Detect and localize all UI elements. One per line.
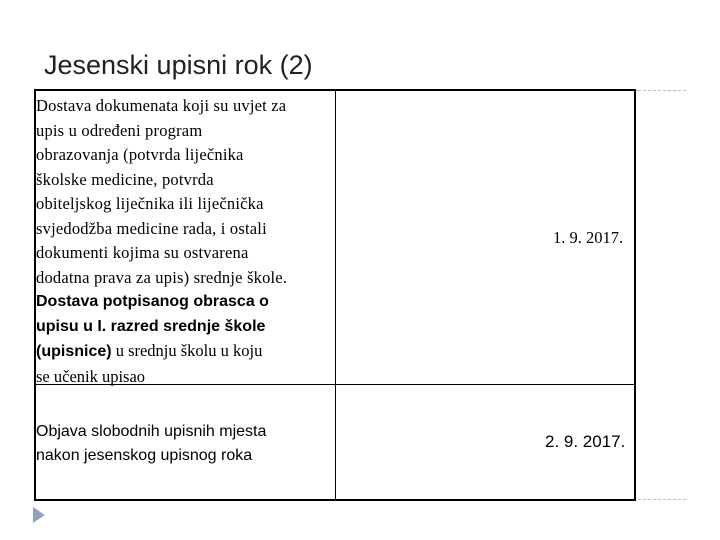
navigation-arrow-icon[interactable]	[32, 506, 46, 529]
row-1-line: upis u određeni program	[36, 120, 203, 140]
row-2-description	[36, 420, 336, 468]
row-1-bold-tail: (upisnice)	[36, 343, 112, 360]
row-2-line: nakon jesenskog upisnog roka	[36, 447, 253, 464]
footer-rule-dashed	[638, 499, 686, 500]
row-1-line: obrazovanja (potvrda liječnika	[36, 145, 244, 164]
row-2-line: Objava slobodnih upisnih mjesta	[36, 423, 267, 440]
row-1-line: Dostava dokumenata koji su uvjet za	[36, 96, 287, 115]
slide-title: Jesenski upisni rok (2)	[44, 50, 313, 80]
row-1-serif-tail: u srednju školu u koju	[111, 341, 263, 360]
row-1-last-line: se učenik upisao	[36, 366, 146, 386]
row-1-description	[36, 94, 336, 389]
row-1-line: obiteljskog liječnika ili liječnička	[36, 194, 264, 213]
row-2-date: 2. 9. 2017.	[545, 432, 626, 451]
row-1-line: svjedodžba medicine rada, i ostali	[36, 218, 267, 238]
row-1-date: 1. 9. 2017.	[553, 228, 624, 247]
row-1-mixed-line	[36, 339, 336, 365]
row-1-bold-line: Dostava potpisanog obrasca o	[36, 293, 269, 310]
title-underline-dashed	[638, 90, 686, 91]
row-1-bold-line: upisu u I. razred srednje škole	[36, 317, 266, 335]
row-1-line: dokumenti kojima su ostvarena	[36, 243, 249, 262]
row-1-line: školske medicine, potvrda	[36, 169, 214, 189]
row-1-line: dodatna prava za upis) srednje škole.	[36, 267, 288, 287]
